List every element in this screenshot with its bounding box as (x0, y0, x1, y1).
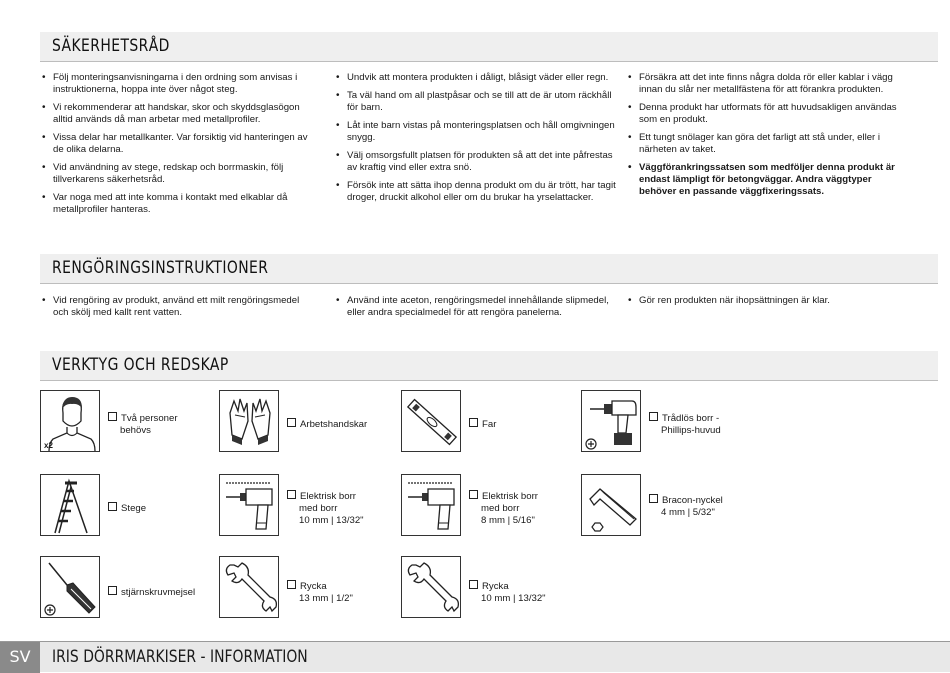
tool-label: Elektrisk borr med borr 8 mm | 5/16" (469, 490, 538, 527)
list-item: • Vid användning av stege, redskap och borrmaskin, följ tillverkarens säkerhetsråd. (42, 162, 312, 186)
hex-key-icon (582, 475, 642, 537)
tool-icon-box (219, 474, 279, 536)
list-item: • Försäkra att det inte finns några dolda rör eller kablar i vägg innan du slår ner metallfästena för att förankra produkten. (628, 72, 910, 96)
list-item: • Följ monteringsanvisningarna i den ordning som anvisas i instruktionerna, hoppa inte över något steg. (42, 72, 312, 96)
footer-bar (0, 641, 950, 672)
tool-icon-box (401, 390, 461, 452)
tool-label: Far (469, 418, 496, 431)
section-title-cleaning: RENGÖRINGSINSTRUKTIONER (52, 258, 269, 278)
tool-label: Stege (108, 502, 146, 515)
tool-icon-box (40, 556, 100, 618)
tool-icon-box (581, 390, 641, 452)
quantity-badge: x2 (44, 441, 53, 450)
wrench-icon (402, 557, 462, 619)
tool-icon-box (40, 474, 100, 536)
safety-column-1 (42, 72, 312, 222)
list-item: • Var noga med att inte komma i kontakt med elkablar då metallprofiler hanteras. (42, 192, 312, 216)
tool-label: Bracon-nyckel 4 mm | 5/32" (649, 494, 723, 519)
list-item: • Denna produkt har utformats för att huvudsakligen användas som en produkt. (628, 102, 910, 126)
electric-drill-icon (402, 475, 462, 537)
checkbox[interactable] (469, 418, 478, 427)
tool-label: Arbetshandskar (287, 418, 367, 431)
cleaning-column-2 (336, 295, 616, 325)
list-item: • Gör ren produkten när ihopsättningen är klar. (628, 295, 908, 307)
section-header-tools (40, 351, 938, 381)
tool-icon-box (219, 390, 279, 452)
checkbox[interactable] (108, 586, 117, 595)
checkbox[interactable] (287, 490, 296, 499)
list-item: • Låt inte barn vistas på monteringsplatsen och håll omgivningen snygg. (336, 120, 622, 144)
electric-drill-icon (220, 475, 280, 537)
language-badge: SV (0, 642, 40, 673)
plus-circle-icon (44, 604, 56, 616)
list-item: • Vissa delar har metallkanter. Var forsiktig vid hanteringen av de olika delarna. (42, 132, 312, 156)
footer-title: IRIS DÖRRMARKISER - INFORMATION (52, 647, 308, 667)
section-title-tools: VERKTYG OCH REDSKAP (52, 355, 229, 375)
list-item-warning: • Väggförankringssatsen som medföljer denna produkt är endast lämpligt för betongväggar. Andra väggtyper behöver en passande väggfixeringssats. (628, 162, 910, 198)
tool-label: stjärnskruvmejsel (108, 586, 195, 599)
list-item: • Vi rekommenderar att handskar, skor och skyddsglasögon alltid används då man arbetar med metallprofiler. (42, 102, 312, 126)
checkbox[interactable] (469, 490, 478, 499)
checkbox[interactable] (108, 502, 117, 511)
list-item: • Använd inte aceton, rengöringsmedel innehållande slipmedel, eller andra specialmedel för att rengöra panelerna. (336, 295, 616, 319)
tool-icon-box (401, 556, 461, 618)
gloves-icon (220, 391, 280, 453)
tool-label: Två personer behövs (108, 412, 178, 437)
tool-label: Rycka 10 mm | 13/32" (469, 580, 546, 605)
list-item: • Vid rengöring av produkt, använd ett milt rengöringsmedel och skölj med kallt rent vatten. (42, 295, 312, 319)
tool-icon-box (581, 474, 641, 536)
ladder-icon (41, 475, 101, 537)
cleaning-column-3 (628, 295, 908, 313)
checkbox[interactable] (108, 412, 117, 421)
plus-circle-icon (585, 438, 597, 450)
tool-icon-box (40, 390, 100, 452)
list-item: • Försök inte att sätta ihop denna produkt om du är trött, har tagit droger, druckit alkohol eller om du brukar ha yrselattacker. (336, 180, 622, 204)
checkbox[interactable] (649, 412, 658, 421)
section-title-safety: SÄKERHETSRÅD (52, 36, 170, 56)
section-header-safety (40, 32, 938, 62)
checkbox[interactable] (469, 580, 478, 589)
list-item: • Ett tungt snölager kan göra det farligt att stå under, eller i närheten av taket. (628, 132, 910, 156)
tool-icon-box (401, 474, 461, 536)
list-item: • Ta väl hand om all plastpåsar och se till att de är utom räckhåll för barn. (336, 90, 622, 114)
tool-label: Trådlös borr - Phillips-huvud (649, 412, 721, 437)
safety-column-3 (628, 72, 910, 204)
checkbox[interactable] (649, 494, 658, 503)
list-item: • Undvik att montera produkten i dåligt, blåsigt väder eller regn. (336, 72, 622, 84)
spirit-level-icon (402, 391, 462, 453)
wrench-icon (220, 557, 280, 619)
tool-label: Elektrisk borr med borr 10 mm | 13/32" (287, 490, 364, 527)
cleaning-column-1 (42, 295, 312, 325)
checkbox[interactable] (287, 580, 296, 589)
section-header-cleaning (40, 254, 938, 284)
list-item: • Välj omsorgsfullt platsen för produkten så att det inte påfrestas av kraftig vind eller extra snö. (336, 150, 622, 174)
tool-label: Rycka 13 mm | 1/2" (287, 580, 353, 605)
checkbox[interactable] (287, 418, 296, 427)
tool-icon-box (219, 556, 279, 618)
safety-column-2 (336, 72, 622, 210)
